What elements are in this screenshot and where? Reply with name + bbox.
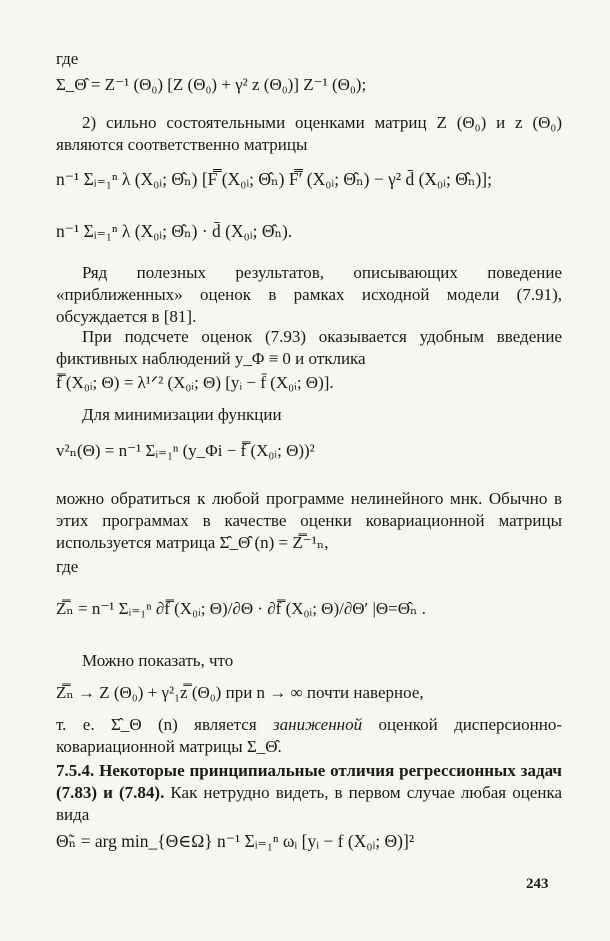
formula-zsmall-estimate: n⁻¹ Σᵢ₌₁ⁿ λ (X₀ᵢ; Θ̂ₙ) · d̄ (X₀ᵢ; Θ̂ₙ).	[56, 221, 293, 241]
text-line-where-2: где	[56, 557, 79, 576]
text-ie: т. е. Σ̂_Θ (n) является	[56, 715, 274, 734]
formula-argmin: Θ̃ₙ = arg min_{Θ∈Ω} n⁻¹ Σᵢ₌₁ⁿ ωᵢ [yᵢ − f (X₀ᵢ; Θ)]²	[56, 831, 415, 851]
paragraph-can-show: Можно показать, что	[82, 651, 234, 670]
formula-sigma-theta: Σ_Θ̂ = Z⁻¹ (Θ₀) [Z (Θ₀) + γ² z (Θ₀)] Z⁻¹ (Θ₀);	[56, 75, 367, 94]
paragraph-fictitious-obs: При подсчете оценок (7.93) оказывается удобным введение фиктивных наблюдений y_Φ ≡ 0 и отклика	[56, 327, 562, 368]
paragraph-nonlinear-lsq: можно обратиться к любой программе нелинейного мнк. Обычно в этих программах в качестве оценки ковариационной матрицы используется матрица Σ̂_Θ̂ (n) = Z̿⁻¹ₙ,	[56, 489, 562, 552]
section-number: 7.5.4.	[56, 761, 95, 780]
paragraph-underestimated	[56, 714, 562, 758]
formula-response: f̿ (X₀ᵢ; Θ) = λ¹ᐟ² (X₀ᵢ; Θ) [yᵢ − f̄ (X₀ᵢ; Θ)].	[56, 373, 334, 392]
section-heading-7-5-4	[56, 760, 562, 826]
text-dispersion-matrix: оценкой дисперсионно-ковариационной матрицы Σ_Θ̂.	[56, 715, 562, 756]
paragraph-useful-results: Ряд полезных результатов, описывающих поведение «приближенных» оценок в рамках исходной модели (7.91), обсуждается в [81].	[56, 263, 562, 326]
text-line-where: где	[56, 49, 79, 68]
section-intro-text: Как нетрудно видеть, в первом случае любая оценка вида	[56, 783, 562, 824]
formula-z-estimate: n⁻¹ Σᵢ₌₁ⁿ λ (X₀ᵢ; Θ̂ₙ) [F̿ (X₀ᵢ; Θ̂ₙ) F̿′ (X₀ᵢ; Θ̂ₙ) − γ² d̄ (X₀ᵢ; Θ̂ₙ)];	[56, 169, 492, 189]
formula-v-squared: v²ₙ(Θ) = n⁻¹ Σᵢ₌₁ⁿ (y_Φi − f̿ (X₀ᵢ; Θ))²	[56, 441, 315, 460]
text-underestimated: заниженной	[273, 715, 363, 734]
section-title: Некоторые принципиальные отличия регрессионных задач (7.83) и (7.84).	[56, 761, 562, 802]
paragraph-strong-estimates: 2) сильно состоятельными оценками матриц Z (Θ₀) и z (Θ₀) являются соответственно матрицы	[56, 113, 562, 154]
formula-convergence: Z̿ₙ → Z (Θ₀) + γ²₁z̿ (Θ₀) при n → ∞ почти наверное,	[56, 683, 424, 702]
page-number: 243	[526, 876, 549, 892]
formula-z-bar-n: Z̿ₙ = n⁻¹ Σᵢ₌₁ⁿ ∂f̿ (X₀ᵢ; Θ)/∂Θ · ∂f̿ (X₀ᵢ; Θ)/∂Θ′ |Θ=Θ̂ₙ .	[56, 599, 426, 618]
paragraph-minimization: Для минимизации функции	[82, 405, 282, 424]
